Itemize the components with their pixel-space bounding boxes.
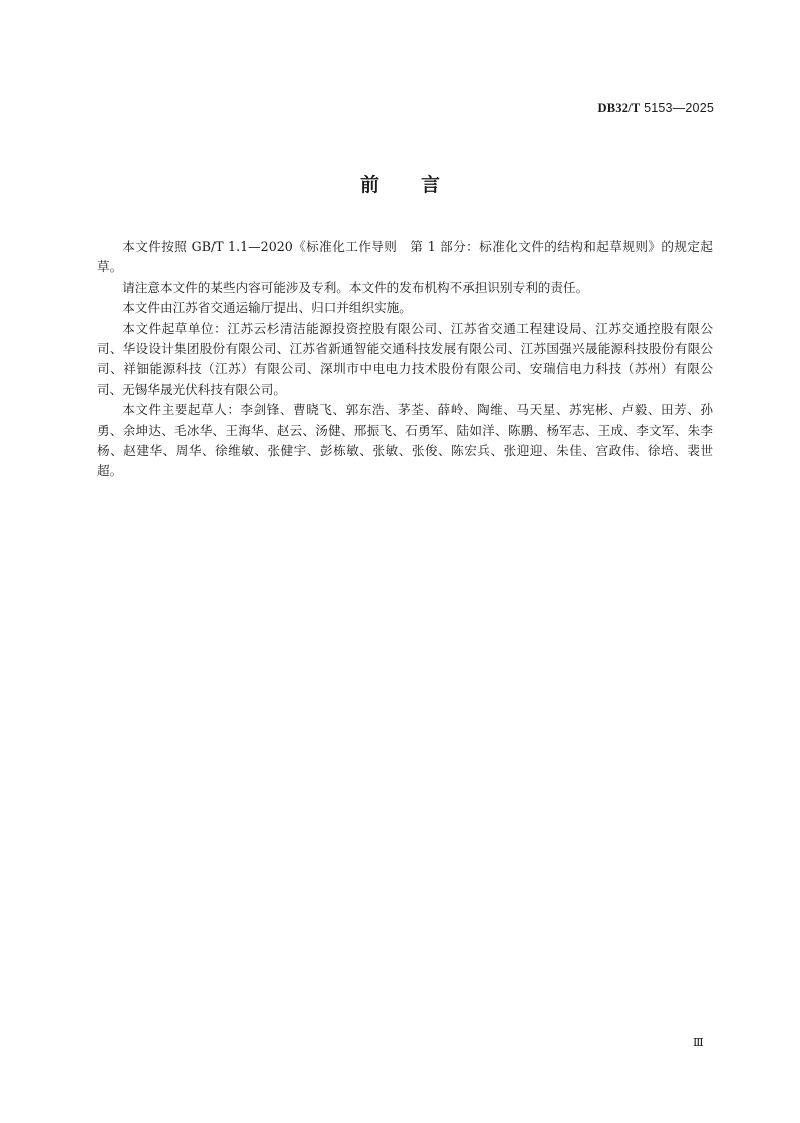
paragraph-drafting-units: 本文件起草单位：江苏云杉清洁能源投资控股有限公司、江苏省交通工程建设局、江苏交通控股有限公司、华设设计集团股份有限公司、江苏省新通智能交通科技发展有限公司、江苏国强兴晟能源科技股份有限公司、祥钿能源科技（江苏）有限公司、深圳市中电电力技术股份有限公司、安瑞信电力科技（苏州）有限公司、无锡华晟光伏科技有限公司。 <box>97 320 713 397</box>
title-char-1: 前 <box>359 174 379 196</box>
document-code <box>598 101 714 116</box>
paragraph-patent-notice: 请注意本文件的某些内容可能涉及专利。本文件的发布机构不承担识别专利的责任。 <box>122 279 589 295</box>
document-code-number: 5153—2025 <box>640 101 714 115</box>
foreword-body <box>97 237 713 482</box>
title-char-2: 言 <box>421 174 441 196</box>
page-number: Ⅲ <box>693 1037 704 1049</box>
paragraph-proposer: 本文件由江苏省交通运输厅提出、归口并组织实施。 <box>122 300 412 316</box>
document-code-prefix: DB32/T <box>597 101 641 115</box>
page-title <box>0 170 800 197</box>
paragraph-drafters: 本文件主要起草人：李剑锋、曹晓飞、郭东浩、茅荃、薛岭、陶维、马天星、苏宪彬、卢毅、田芳、孙勇、余坤达、毛冰华、王海华、赵云、汤健、邢振飞、石勇军、陆如洋、陈鹏、杨军志、王成、李文军、朱李杨、赵建华、周华、徐维敏、张健宇、彭栋敏、张敏、张俊、陈宏兵、张迎迎、朱佳、宫政伟、徐培、裴世超。 <box>97 402 713 479</box>
paragraph-drafting-rules: 本文件按照 GB/T 1.1—2020《标准化工作导则 第 1 部分：标准化文件的结构和起草规则》的规定起草。 <box>97 239 713 275</box>
